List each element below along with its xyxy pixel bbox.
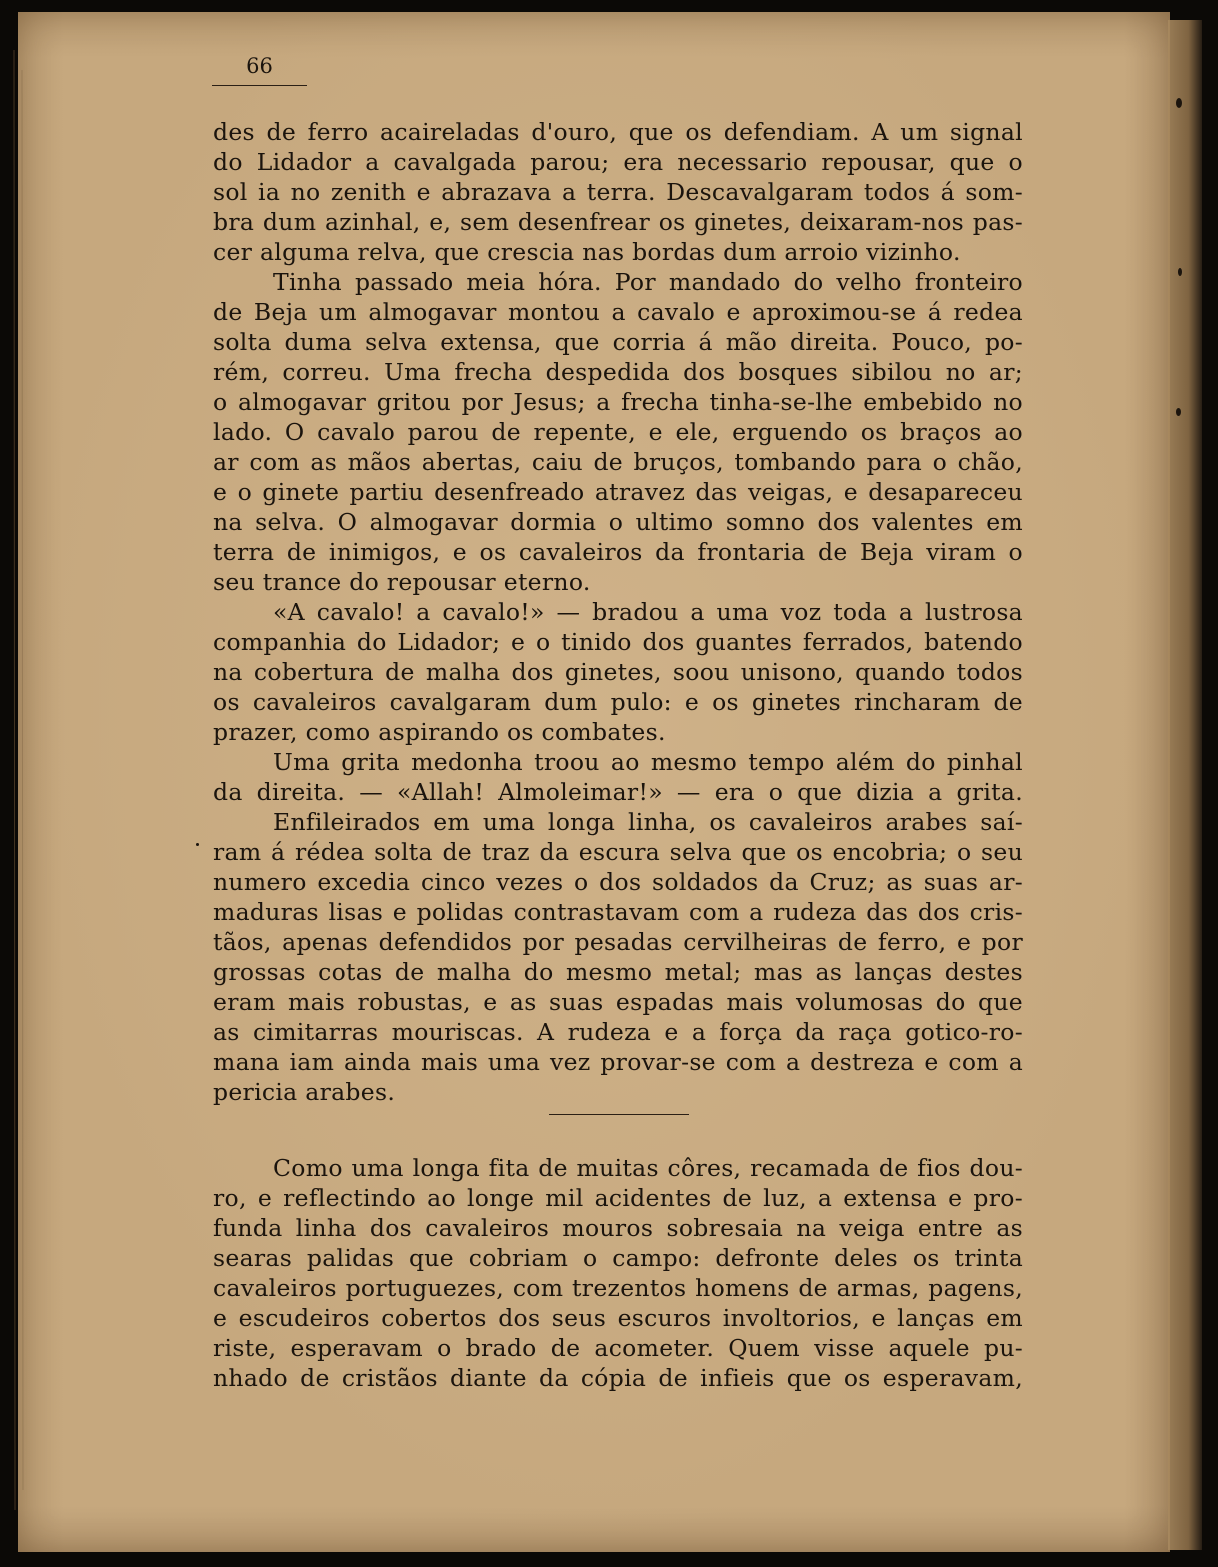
text-line: os cavaleiros cavalgaram dum pulo: e os ginetes rincharam de [213, 688, 1023, 716]
binding-edge-marks [0, 30, 40, 1530]
text-line: cer alguma relva, que crescia nas bordas dum arroio vizinho. [213, 238, 961, 266]
text-line: da direita. — «Allah! Almoleimar!» — era o que dizia a grita. [213, 778, 1023, 806]
text-line: funda linha dos cavaleiros mouros sobresaia na veiga entre as [213, 1214, 1023, 1242]
text-line: Uma grita medonha troou ao mesmo tempo além do pinhal [273, 748, 1023, 776]
text-line: e o ginete partiu desenfreado atravez das veigas, e desapareceu [213, 478, 1023, 506]
paper-speck [1178, 268, 1182, 276]
text-line: na cobertura de malha dos ginetes, soou unisono, quando todos [213, 658, 1023, 686]
text-line: maduras lisas e polidas contrastavam com a rudeza das dos cris- [213, 898, 1023, 926]
text-line: grossas cotas de malha do mesmo metal; mas as lanças destes [213, 958, 1023, 986]
text-line: tãos, apenas defendidos por pesadas cervilheiras de ferro, e por [213, 928, 1023, 956]
text-line: na selva. O almogavar dormia o ultimo somno dos valentes em [213, 508, 1023, 536]
text-line: o almogavar gritou por Jesus; a frecha tinha-se-lhe embebido no [213, 388, 1023, 416]
text-line: sol ia no zenith e abrazava a terra. Descavalgaram todos á som- [213, 178, 1023, 206]
text-line: de Beja um almogavar montou a cavalo e aproximou-se á redea [213, 298, 1023, 326]
section-divider [549, 1114, 689, 1115]
text-line: numero excedia cinco vezes o dos soldados da Cruz; as suas ar- [213, 868, 1023, 896]
page-number-rule [212, 85, 307, 86]
text-line: seu trance do repousar eterno. [213, 568, 591, 596]
text-line: «A cavalo! a cavalo!» — bradou a uma voz toda a lustrosa [273, 598, 1023, 626]
text-line: nhado de cristãos diante da cópia de infieis que os esperavam, [213, 1364, 1023, 1392]
paper-speck [1176, 408, 1181, 416]
text-line: Como uma longa fita de muitas côres, recamada de fios dou- [273, 1154, 1023, 1182]
text-line: Tinha passado meia hóra. Por mandado do velho fronteiro [273, 268, 1023, 296]
text-line: e escudeiros cobertos dos seus escuros involtorios, e lanças em [213, 1304, 1023, 1332]
text-line: riste, esperavam o brado de acometer. Quem visse aquele pu- [213, 1334, 1023, 1362]
text-line: lado. O cavalo parou de repente, e ele, erguendo os braços ao [213, 418, 1023, 446]
text-line: searas palidas que cobriam o campo: defronte deles os trinta [213, 1244, 1023, 1272]
text-line: Enfileirados em uma longa linha, os cavaleiros arabes saí- [273, 808, 1023, 836]
text-line: eram mais robustas, e as suas espadas mais volumosas do que [213, 988, 1023, 1016]
text-line: prazer, como aspirando os combates. [213, 718, 666, 746]
text-line: as cimitarras mouriscas. A rudeza e a força da raça gotico-ro- [213, 1018, 1023, 1046]
section-2-text [213, 1153, 1023, 1393]
paper-speck [196, 843, 199, 846]
text-line: terra de inimigos, e os cavaleiros da frontaria de Beja viram o [213, 538, 1023, 566]
paper-speck [1176, 98, 1182, 108]
page-right-edge [1168, 20, 1202, 1550]
text-line: mana iam ainda mais uma vez provar-se com a destreza e com a [213, 1048, 1023, 1076]
text-line: des de ferro acaireladas d'ouro, que os defendiam. A um signal [213, 118, 1023, 146]
text-line: solta duma selva extensa, que corria á mão direita. Pouco, po- [213, 328, 1023, 356]
text-line: pericia arabes. [213, 1078, 396, 1106]
text-line: ar com as mãos abertas, caiu de bruços, tombando para o chão, [213, 448, 1023, 476]
text-line: ro, e reflectindo ao longe mil acidentes de luz, a extensa e pro- [213, 1184, 1023, 1212]
page-number: 66 [246, 54, 273, 78]
text-line: bra dum azinhal, e, sem desenfrear os ginetes, deixaram-nos pas- [213, 208, 1023, 236]
text-line: rém, correu. Uma frecha despedida dos bosques sibilou no ar; [213, 358, 1023, 386]
text-line: ram á rédea solta de traz da escura selva que os encobria; o seu [213, 838, 1023, 866]
text-line: do Lidador a cavalgada parou; era necessario repousar, que o [213, 148, 1023, 176]
text-line: cavaleiros portuguezes, com trezentos homens de armas, pagens, [213, 1274, 1023, 1302]
section-1-text [213, 117, 1023, 1107]
text-line: companhia do Lidador; e o tinido dos guantes ferrados, batendo [213, 628, 1023, 656]
